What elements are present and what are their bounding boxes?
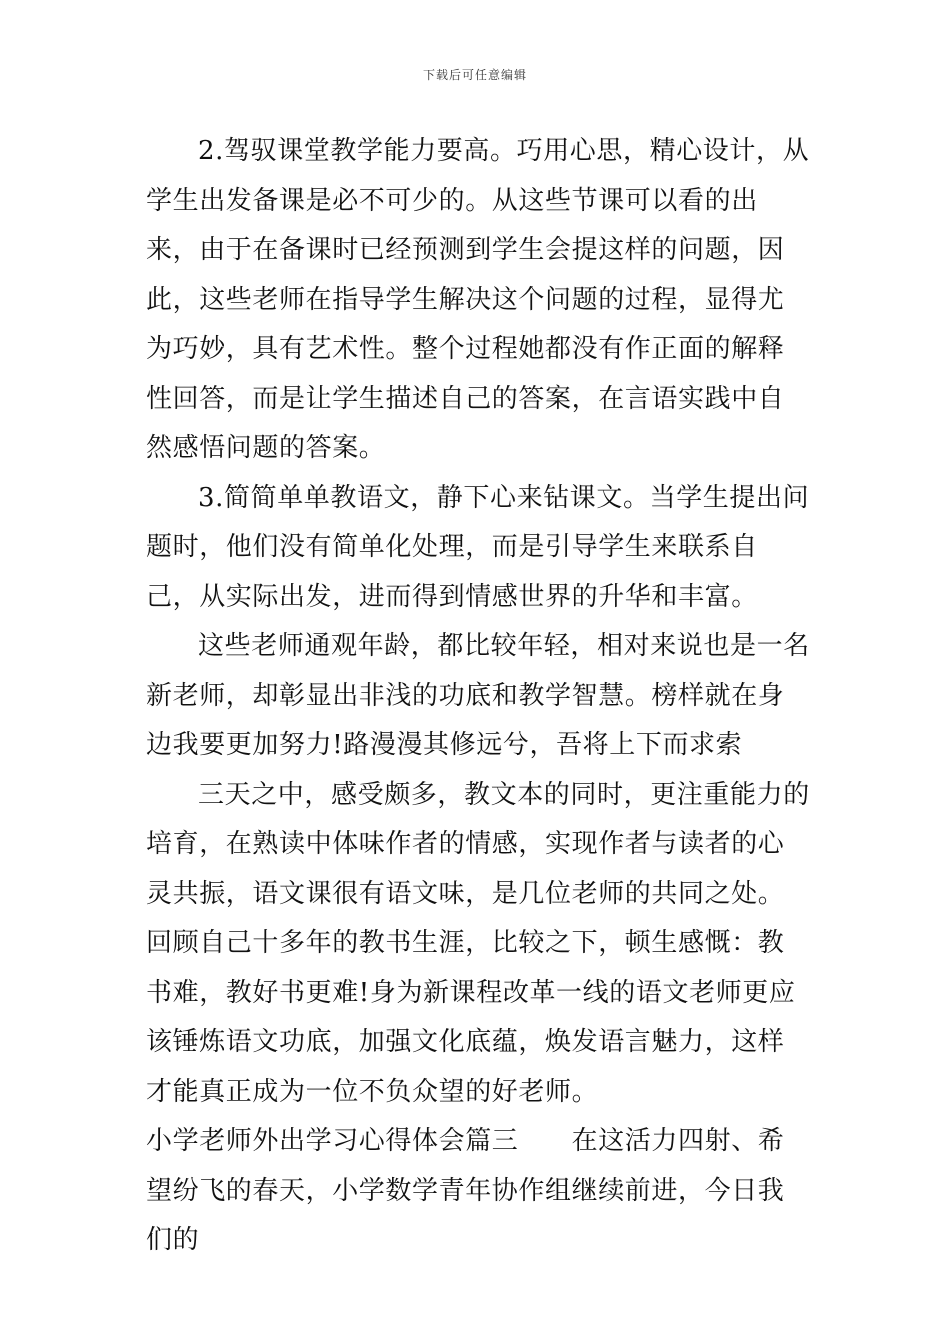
paragraph-three-days-reflection: 三天之中，感受颇多，教文本的同时，更注重能力的培育，在熟读中体味作者的情感，实现作者与读者的心灵共振，语文课很有语文味，是几位老师的共同之处。回顾自己十多年的教书生涯，比较之下，顿生感慨：教书难，教好书更难!身为新课程改革一线的语文老师更应该锤炼语文功底，加强文化底蕴，焕发语言魅力，这样才能真正成为一位不负众望的好老师。 xyxy=(146,779,810,1107)
paragraph-teaching-ability: 2.驾驭课堂教学能力要高。巧用心思，精心设计，从学生出发备课是必不可少的。从这些节课可以看的出来，由于在备课时已经预测到学生会提这样的问题，因此，这些老师在指导学生解决这个问题的过程，显得尤为巧妙，具有艺术性。整个过程她都没有作正面的解释性回答，而是让学生描述自己的答案，在言语实践中自然感悟问题的答案。 xyxy=(146,136,810,463)
document-body xyxy=(146,127,810,1266)
page-header: 下载后可任意编辑 xyxy=(422,68,527,82)
paragraph-section-three-start: 小学老师外出学习心得体会篇三 在这活力四射、希望纷飞的春天，小学数学青年协作组继续前进，今日我们的 xyxy=(146,1126,785,1255)
paragraph-young-teachers: 这些老师通观年龄，都比较年轻，相对来说也是一名新老师，却彰显出非浅的功底和教学智慧。榜样就在身边我要更加努力!路漫漫其修远兮，吾将上下而求索 xyxy=(146,631,810,760)
paragraph-simple-chinese-teaching: 3.简简单单教语文，静下心来钻课文。当学生提出问题时，他们没有简单化处理，而是引导学生来联系自己，从实际出发，进而得到情感世界的升华和丰富。 xyxy=(146,482,810,612)
